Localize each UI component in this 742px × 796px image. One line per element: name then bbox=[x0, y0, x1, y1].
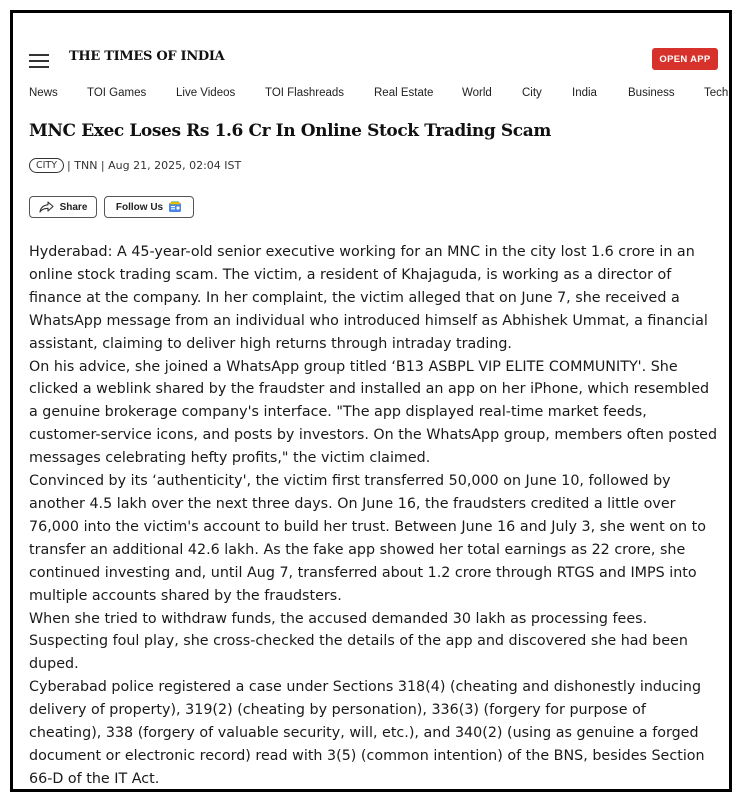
menu-icon[interactable] bbox=[29, 54, 49, 68]
article-title: MNC Exec Loses Rs 1.6 Cr In Online Stock Trading Scam bbox=[29, 121, 551, 141]
nav-item-flashreads[interactable]: TOI Flashreads bbox=[265, 87, 345, 99]
article-actions bbox=[29, 196, 201, 218]
share-button[interactable] bbox=[29, 196, 97, 218]
share-label: Share bbox=[59, 201, 88, 213]
nav-item-business[interactable]: Business bbox=[628, 87, 675, 99]
nav-item-live-videos[interactable]: Live Videos bbox=[176, 87, 236, 99]
follow-us-button[interactable] bbox=[104, 196, 194, 218]
nav-item-india[interactable]: India bbox=[572, 87, 597, 99]
share-icon bbox=[39, 201, 54, 213]
nav-item-toi-games[interactable]: TOI Games bbox=[87, 87, 147, 99]
nav-item-real-estate[interactable]: Real Estate bbox=[374, 87, 434, 99]
site-header bbox=[13, 13, 729, 73]
article-paragraph: On his advice, she joined a WhatsApp group titled ‘B13 ASBPL VIP ELITE COMMUNITY'. She clicked a weblink shared by the fraudster and installed an app on her iPhone, which resembled a genuine brokerage company's interface. "The app displayed real-time market feeds, customer-service icons, and posts by investors. On the WhatsApp group, members often posted messages celebrating hefty profits," the victim claimed. bbox=[29, 358, 718, 467]
site-logo[interactable]: THE TIMES OF INDIA bbox=[69, 49, 225, 64]
nav-item-city[interactable]: City bbox=[522, 87, 542, 99]
google-news-icon bbox=[168, 201, 182, 213]
nav-item-tech[interactable]: Tech bbox=[704, 87, 729, 99]
article-paragraph: When she tried to withdraw funds, the accused demanded 30 lakh as processing fees. Suspecting foul play, she cross-checked the details of the app and discovered she had been duped. bbox=[29, 610, 688, 673]
article-meta bbox=[29, 155, 241, 175]
article-frame bbox=[10, 10, 732, 792]
nav-item-news[interactable]: News bbox=[29, 87, 58, 99]
article-paragraph: Convinced by its ‘authenticity', the victim first transferred 50,000 on June 10, followed by another 4.5 lakh over the next three days. On June 16, the fraudsters credited a little over 76,000 into the victim's account to build her trust. Between June 16 and July 3, she went on to transfer an additional 42.6 lakh. As the fake app showed her total earnings as 22 crore, she continued investing and, until Aug 7, transferred about 1.2 crore through RTGS and IMPS into multiple accounts shared by the fraudsters. bbox=[29, 473, 706, 604]
article-body bbox=[29, 241, 721, 791]
follow-label: Follow Us bbox=[115, 201, 164, 213]
nav-item-world[interactable]: World bbox=[462, 87, 492, 99]
open-app-button[interactable]: OPEN APP bbox=[652, 48, 718, 70]
article-paragraph: Hyderabad: A 45-year-old senior executive working for an MNC in the city lost 1.6 crore in an online stock trading scam. The victim, a resident of Khajaguda, is working as a director of finance at the company. In her complaint, the victim alleged that on June 7, she received a WhatsApp message from an individual who introduced himself as Abhishek Ummat, a financial assistant, claiming to deliver high returns through intraday trading. bbox=[29, 244, 708, 352]
article-paragraph: Cyberabad police registered a case under Sections 318(4) (cheating and dishonestly inducing delivery of property), 319(2) (cheating by personation), 336(3) (forgery for purpose of cheating), 338 (forgery of valuable security, will, etc.), and 340(2) (using as genuine a forged document or electronic record) read with 3(5) (common intention) of the BNS, besides Section 66-D of the IT Act. bbox=[29, 679, 705, 787]
byline: | TNN | Aug 21, 2025, 02:04 IST bbox=[67, 158, 242, 172]
section-nav bbox=[29, 87, 729, 107]
category-badge[interactable]: CITY bbox=[29, 158, 64, 173]
